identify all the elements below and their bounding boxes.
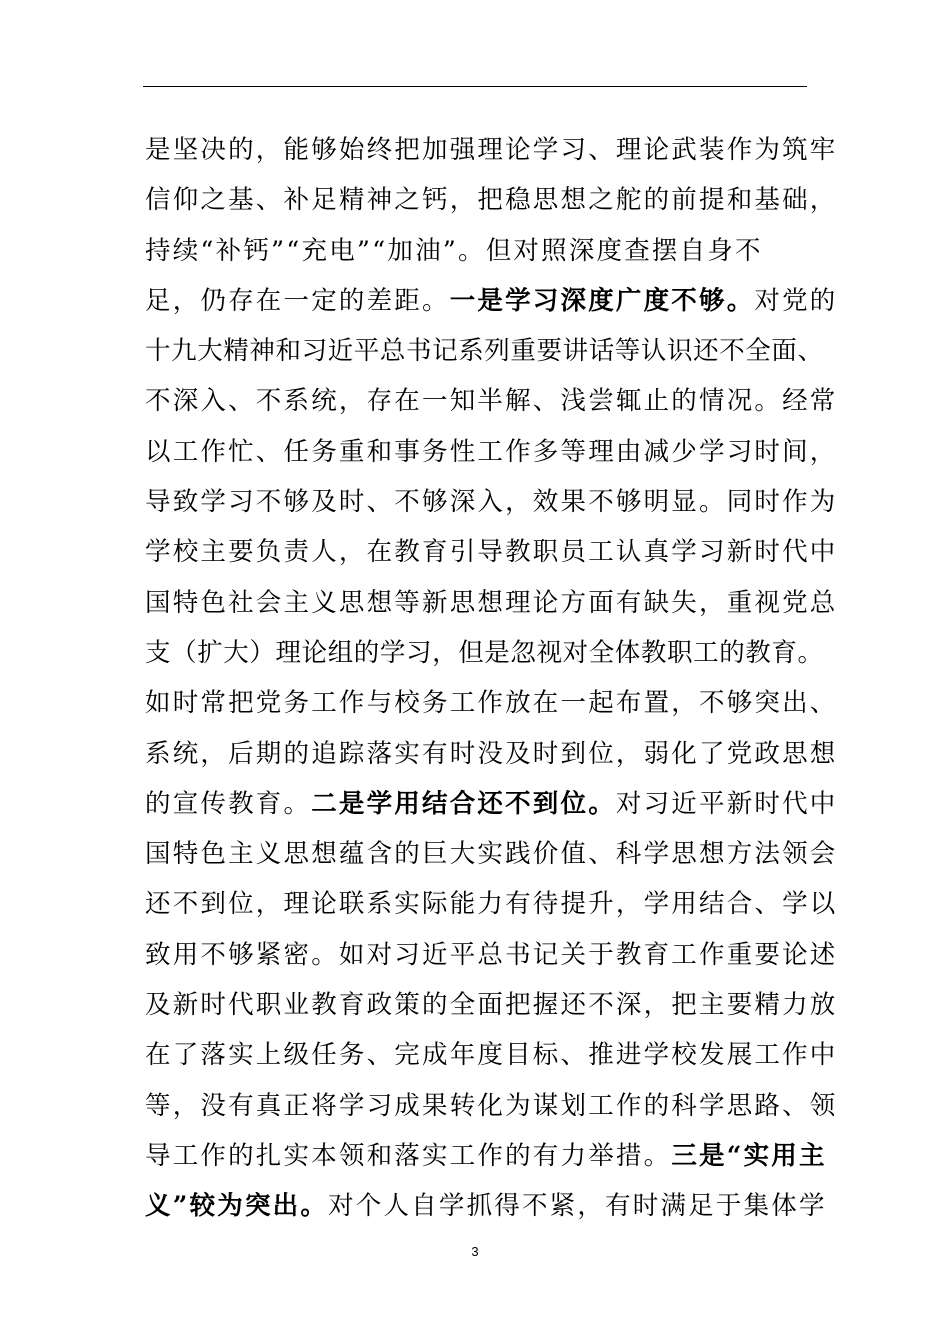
text-line [145, 477, 838, 527]
body-text-segment: 支（扩大）理论组的学习，但是忽视对全体教职工的教育。 [145, 637, 824, 668]
text-line [145, 527, 838, 577]
body-text-segment: 系统，后期的追踪落实有时没及时到位，弱化了党政思想 [145, 738, 838, 769]
bold-heading-text: 三是“实用主 [671, 1140, 827, 1171]
body-text-segment: 在了落实上级任务、完成年度目标、推进学校发展工作中 [145, 1040, 838, 1071]
text-line [145, 930, 838, 980]
body-text-segment: 对党的 [754, 285, 838, 316]
text-line [145, 1081, 838, 1131]
body-text-segment: 以工作忙、任务重和事务性工作多等理由减少学习时间， [145, 436, 838, 467]
text-line [145, 1181, 827, 1231]
text-line [145, 326, 824, 376]
body-text-segment: 致用不够紧密。如对习近平总书记关于教育工作重要论述 [145, 939, 838, 970]
body-text-segment: 十九大精神和习近平总书记系列重要讲话等认识还不全面、 [145, 336, 824, 367]
text-line [145, 779, 838, 829]
text-line [145, 125, 838, 175]
body-text-segment: 持续“补钙”“充电”“加油”。但对照深度查摆自身不 [145, 235, 763, 266]
text-line [145, 226, 809, 276]
body-text-segment: 对个人自学抓得不紧，有时满足于集体学 [328, 1191, 827, 1222]
text-line [145, 729, 838, 779]
body-text-segment: 的宣传教育。 [145, 788, 312, 819]
body-text-segment: 对习近平新时代中 [615, 788, 838, 819]
body-text-segment: 信仰之基、补足精神之钙，把稳思想之舵的前提和基础， [145, 185, 838, 216]
body-text-segment: 导工作的扎实本领和落实工作的有力举措。 [145, 1140, 672, 1171]
text-line [145, 578, 838, 628]
body-text-segment: 是坚决的，能够始终把加强理论学习、理论武装作为筑牢 [145, 135, 838, 165]
text-line [145, 376, 838, 426]
text-line [145, 1030, 838, 1080]
bold-heading-text: 一是学习深度广度不够。 [449, 285, 755, 316]
text-line [145, 980, 838, 1030]
body-text-segment: 学校主要负责人，在教育引导教职员工认真学习新时代中 [145, 537, 838, 568]
body-text [145, 125, 838, 1232]
text-line [145, 879, 838, 929]
body-text-segment: 等，没有真正将学习成果转化为谋划工作的科学思路、领 [145, 1090, 838, 1121]
text-line [145, 829, 838, 879]
body-text-segment: 国特色主义思想蕴含的巨大实践价值、科学思想方法领会 [145, 839, 838, 870]
header-rule [143, 86, 807, 87]
text-line [145, 276, 838, 326]
body-text-segment: 导致学习不够及时、不够深入，效果不够明显。同时作为 [145, 487, 838, 518]
text-line [145, 175, 838, 225]
body-text-segment: 还不到位，理论联系实际能力有待提升，学用结合、学以 [145, 889, 838, 920]
bold-heading-text: 二是学用结合还不到位。 [311, 788, 616, 819]
body-text-segment: 不深入、不系统，存在一知半解、浅尝辄止的情况。经常 [145, 386, 838, 417]
text-line [145, 427, 838, 477]
text-line [145, 678, 838, 728]
body-text-segment: 国特色社会主义思想等新思想理论方面有缺失，重视党总 [145, 587, 838, 618]
body-text-segment: 如时常把党务工作与校务工作放在一起布置，不够突出、 [145, 688, 838, 719]
body-text-segment: 足，仍存在一定的差距。 [145, 285, 450, 316]
bold-heading-text: 义”较为突出。 [145, 1191, 329, 1222]
page-number: 3 [471, 1244, 479, 1259]
text-line [145, 628, 824, 678]
text-line [145, 1131, 827, 1181]
body-text-segment: 及新时代职业教育政策的全面把握还不深，把主要精力放 [145, 990, 838, 1021]
